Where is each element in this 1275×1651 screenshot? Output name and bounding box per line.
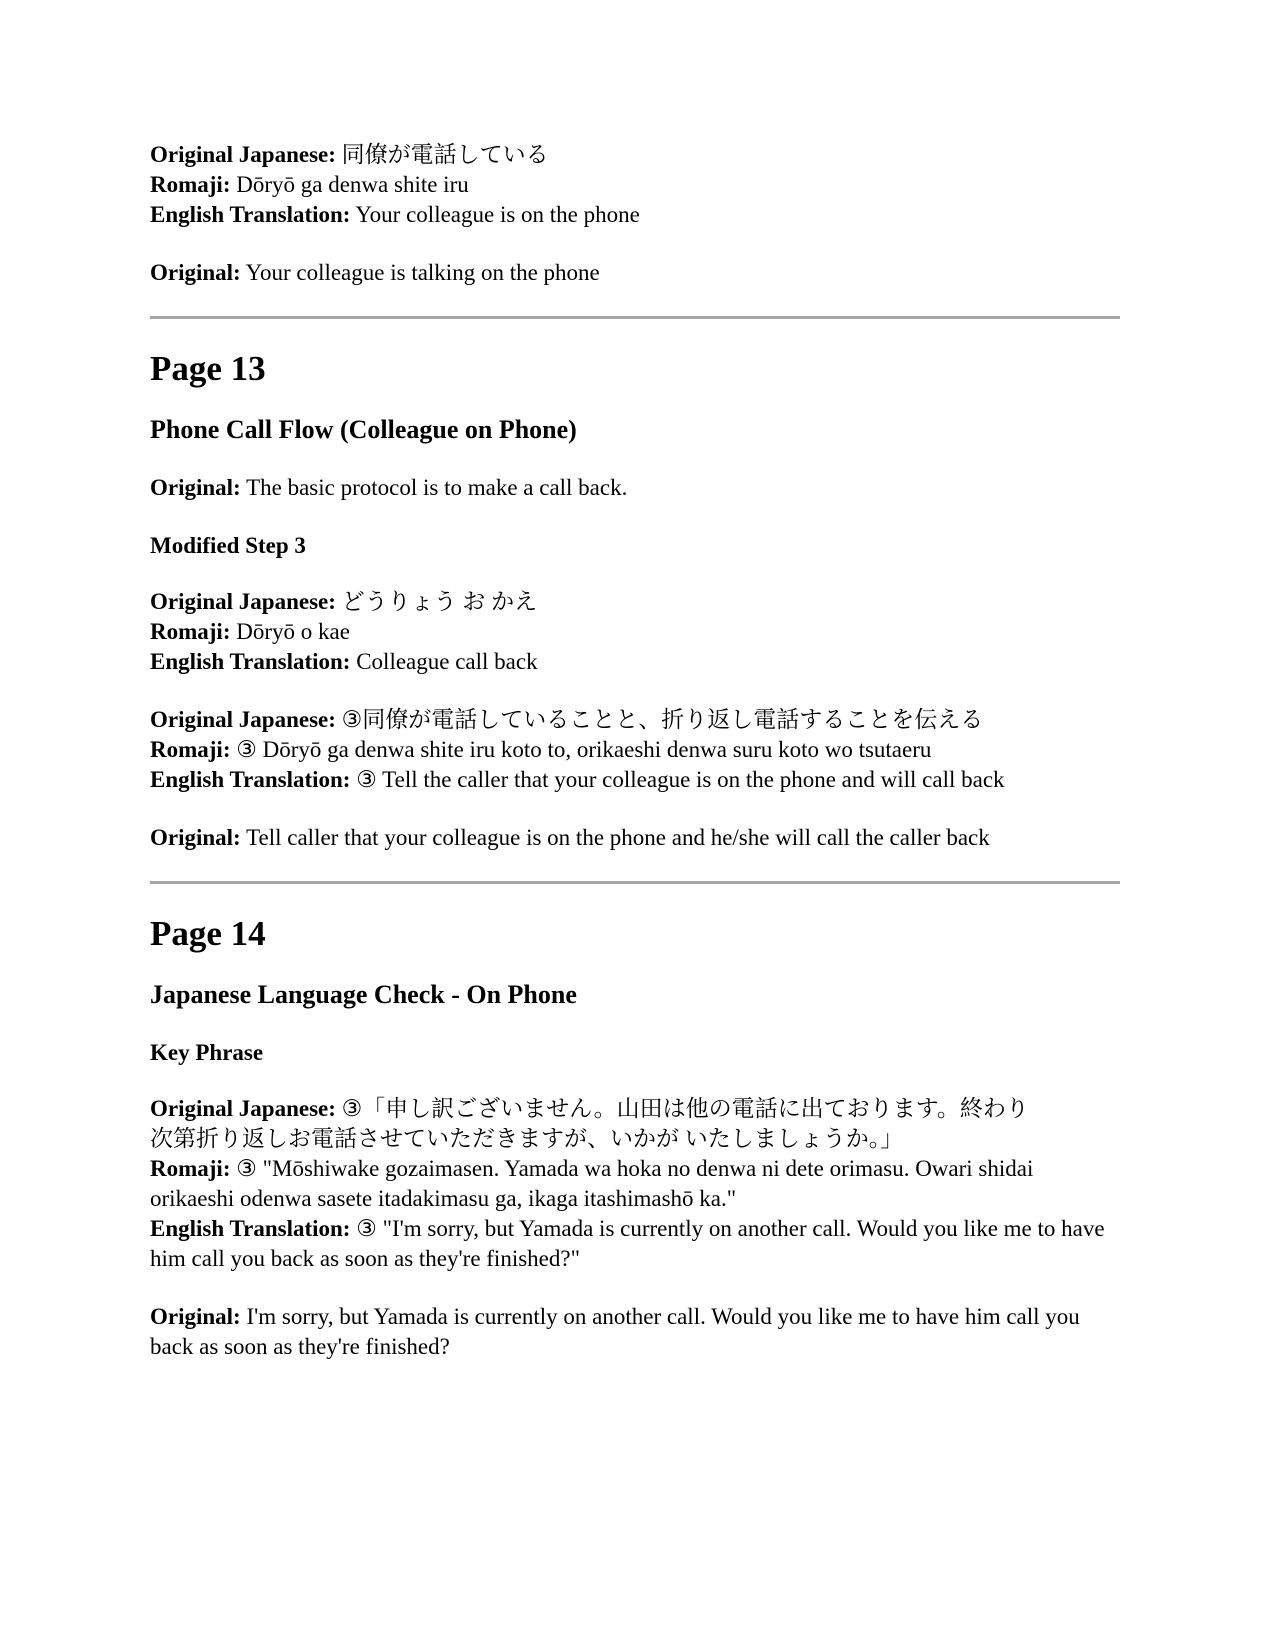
section-divider	[150, 881, 1120, 884]
phrase-block	[150, 705, 1120, 795]
romaji-line	[150, 1154, 1120, 1214]
top-phrase-block	[150, 140, 1120, 230]
romaji-label: Romaji:	[150, 737, 231, 762]
document-page	[150, 140, 1120, 1390]
original-japanese-line	[150, 705, 1120, 735]
english-translation-text: ③ "I'm sorry, but Yamada is currently on another call. Would you like me to have him call you back as soon as they're finished?"	[150, 1216, 1105, 1271]
original-japanese-text: ③同僚が電話していることと、折り返し電話することを伝える	[341, 707, 984, 732]
original-label: Original:	[150, 475, 241, 500]
english-translation-label: English Translation:	[150, 202, 351, 227]
romaji-label: Romaji:	[150, 1156, 231, 1181]
key-phrase-heading: Key Phrase	[150, 1040, 264, 1065]
english-translation-text: ③ Tell the caller that your colleague is on the phone and will call back	[356, 767, 1005, 792]
original-line	[150, 1302, 1120, 1362]
original-label: Original:	[150, 1304, 241, 1329]
original-japanese-text: ③「申し訳ございません。山田は他の電話に出ております。終わり	[341, 1096, 1029, 1121]
english-translation-line	[150, 765, 1120, 795]
original-japanese-label: Original Japanese:	[150, 707, 336, 732]
romaji-line	[150, 617, 1120, 647]
original-text: Tell caller that your colleague is on the phone and he/she will call the caller back	[246, 825, 990, 850]
original-japanese-line	[150, 140, 1120, 170]
original-line	[150, 473, 1120, 503]
original-japanese-line-continued	[150, 1124, 1120, 1154]
original-text: I'm sorry, but Yamada is currently on another call. Would you like me to have him call you back as soon as they're finished?	[150, 1304, 1080, 1359]
section-divider	[150, 316, 1120, 319]
romaji-line	[150, 170, 1120, 200]
original-label: Original:	[150, 825, 241, 850]
original-label: Original:	[150, 260, 241, 285]
original-line	[150, 823, 1120, 853]
original-japanese-line	[150, 1094, 1120, 1124]
original-text: The basic protocol is to make a call back.	[246, 475, 628, 500]
english-translation-line	[150, 200, 1120, 230]
original-japanese-text: 同僚が電話している	[341, 142, 549, 167]
page-14-section-title: Japanese Language Check - On Phone	[150, 980, 577, 1009]
english-translation-label: English Translation:	[150, 649, 351, 674]
romaji-label: Romaji:	[150, 172, 231, 197]
phrase-block	[150, 587, 1120, 677]
english-translation-line	[150, 1214, 1120, 1274]
page-13-section-title: Phone Call Flow (Colleague on Phone)	[150, 415, 577, 444]
romaji-line	[150, 735, 1120, 765]
original-japanese-label: Original Japanese:	[150, 142, 336, 167]
original-japanese-text: どうりょう お かえ	[341, 589, 538, 614]
original-japanese-label: Original Japanese:	[150, 589, 336, 614]
english-translation-label: English Translation:	[150, 767, 351, 792]
romaji-text: ③ Dōryō ga denwa shite iru koto to, orikaeshi denwa suru koto wo tsutaeru	[236, 737, 932, 762]
romaji-text: Dōryō o kae	[236, 619, 350, 644]
original-japanese-line	[150, 587, 1120, 617]
romaji-text: ③ "Mōshiwake gozaimasen. Yamada wa hoka no denwa ni dete orimasu. Owari shidai orikaeshi odenwa sasete itadakimasu ga, ikaga itashimashō ka."	[150, 1156, 1034, 1211]
original-line	[150, 258, 1120, 288]
phrase-block	[150, 1094, 1120, 1274]
original-text: Your colleague is talking on the phone	[245, 260, 600, 285]
english-translation-text: Colleague call back	[356, 649, 538, 674]
english-translation-text: Your colleague is on the phone	[355, 202, 640, 227]
original-japanese-label: Original Japanese:	[150, 1096, 336, 1121]
romaji-text: Dōryō ga denwa shite iru	[236, 172, 469, 197]
modified-step-heading: Modified Step 3	[150, 533, 306, 558]
english-translation-line	[150, 647, 1120, 677]
romaji-label: Romaji:	[150, 619, 231, 644]
original-japanese-text-continued: 次第折り返しお電話させていただきますが、いかが いたしましょうか。」	[150, 1126, 904, 1151]
page-13-heading: Page 13	[150, 349, 266, 388]
page-14-heading: Page 14	[150, 914, 266, 953]
english-translation-label: English Translation:	[150, 1216, 351, 1241]
